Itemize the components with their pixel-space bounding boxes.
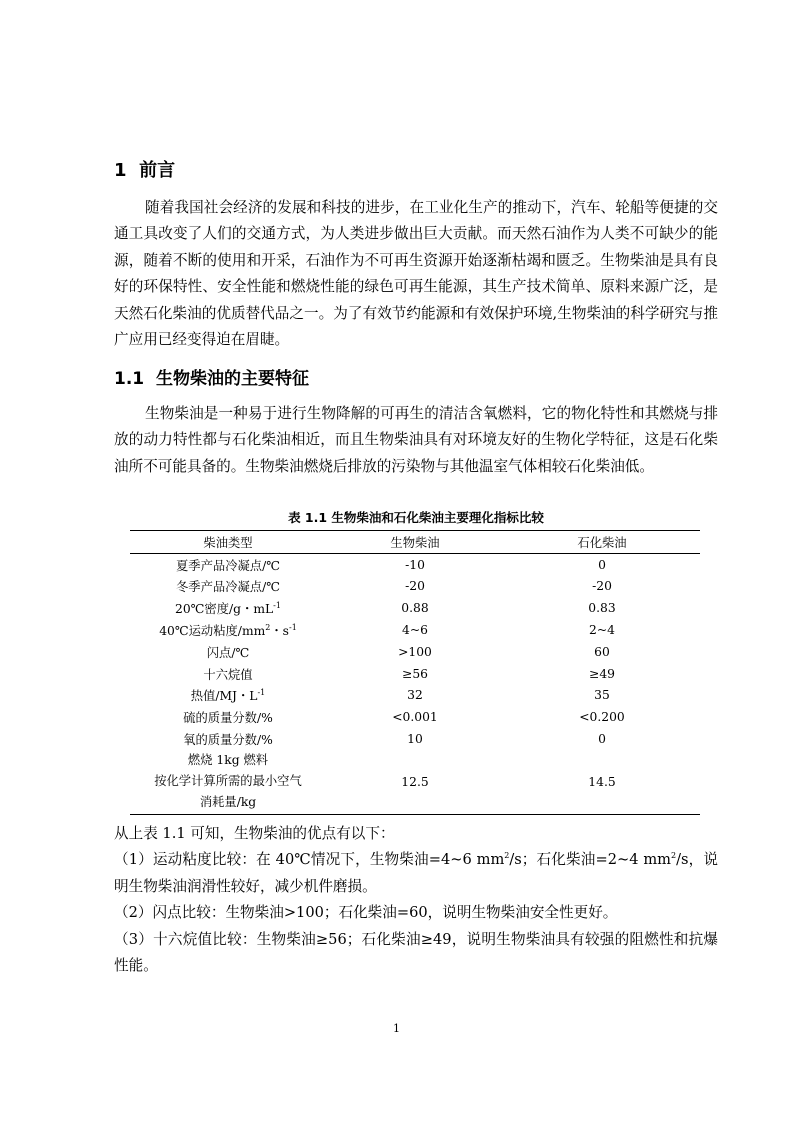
- header-diesel-type: 柴油类型: [203, 535, 253, 550]
- features-paragraph: 生物柴油是一种易于进行生物降解的可再生的清洁含氧燃料，它的物化特性和其燃烧与排放的动力特性都与石化柴油相近，而且生物柴油具有对环境友好的生物化学特征，这是石化柴油所不可能具备的。生物柴油燃烧后排放的污染物与其他温室气体相较石化柴油低。: [114, 405, 718, 475]
- biodiesel-value: 32: [407, 688, 423, 703]
- intro-paragraph: 随着我国社会经济的发展和科技的进步，在工业化生产的推动下，汽车、轮船等便捷的交通工具改变了人们的交通方式，为人类进步做出巨大贡献。而天然石油作为人类不可缺少的能源，随着不断的使用和开采，石油作为不可再生资源开始逐渐枯竭和匮乏。生物柴油是具有良好的环保特性、安全性能和燃烧性能的绿色可再生能源，其生产技术简单、原料来源广泛，是天然石化柴油的优质替代品之一。为了有效节约能源和有效保护环境,生物柴油的科学研究与推广应用已经变得迫在眉睫。: [114, 199, 718, 349]
- biodiesel-value: ≥56: [402, 666, 428, 681]
- row-label: [130, 685, 326, 707]
- row-label: [130, 619, 326, 641]
- list-item: （2）闪点比较：生物柴油>100；石化柴油=60，说明生物柴油安全性更好。: [114, 904, 618, 922]
- list-intro: 从上表 1.1 可知，生物柴油的优点有以下：: [114, 825, 395, 842]
- section-number: 1: [114, 160, 127, 181]
- row-label: [130, 750, 326, 815]
- superscript: 2: [671, 851, 677, 861]
- table-row: [130, 576, 700, 598]
- list-item: （3）十六烷值比较：生物柴油≥56；石化柴油≥49，说明生物柴油具有较强的阻燃性和抗爆性能。: [114, 930, 718, 975]
- row-label: 十六烷值: [203, 667, 253, 682]
- section-title: 前言: [139, 160, 176, 181]
- petrodiesel-value: -20: [592, 579, 612, 594]
- table-row: [130, 750, 700, 815]
- petrodiesel-value: 0: [598, 557, 606, 572]
- row-label-superscript: -1: [273, 601, 281, 611]
- row-label-line: 按化学计算所需的最小空气: [154, 774, 302, 789]
- petrodiesel-value: 0.83: [588, 601, 616, 616]
- row-label: [130, 597, 326, 619]
- row-label: 闪点/℃: [206, 645, 250, 660]
- biodiesel-value: 12.5: [401, 774, 429, 789]
- row-label-text: ・s: [270, 624, 289, 639]
- row-label-text: 热值/MJ・L: [190, 689, 258, 704]
- petrodiesel-value: <0.200: [579, 710, 625, 725]
- subsection-number: 1.1: [114, 369, 145, 389]
- petrodiesel-value: 2~4: [589, 623, 615, 638]
- row-label-superscript: 2: [265, 622, 271, 632]
- header-petrodiesel: 石化柴油: [577, 535, 627, 550]
- subsection-title: 生物柴油的主要特征: [155, 369, 309, 389]
- petrodiesel-value: 35: [594, 688, 610, 703]
- biodiesel-value: 10: [407, 732, 423, 747]
- biodiesel-value: -10: [405, 557, 425, 572]
- list-item-text: （1）运动粘度比较：在 40℃情况下，生物柴油=4~6 mm: [114, 851, 505, 869]
- advantages-list: [114, 821, 718, 979]
- header-biodiesel: 生物柴油: [390, 535, 440, 550]
- petrodiesel-value: ≥49: [589, 666, 615, 681]
- superscript: 2: [504, 851, 510, 861]
- list-item-text: /s，说明生物柴油润滑性较好，减少机件磨损。: [114, 851, 719, 895]
- row-label: 氧的质量分数/%: [183, 733, 273, 748]
- row-label-text: 20℃密度/g・mL: [175, 602, 274, 617]
- row-label-line: 消耗量/kg: [199, 795, 257, 810]
- table-header-row: [130, 531, 700, 554]
- subsection-heading: [114, 366, 309, 392]
- biodiesel-value: >100: [398, 644, 432, 659]
- table-row: [130, 553, 700, 575]
- table-row: [130, 641, 700, 663]
- biodiesel-value: 4~6: [402, 623, 428, 638]
- petrodiesel-value: 14.5: [588, 774, 616, 789]
- row-label-superscript: -1: [288, 622, 297, 632]
- row-label: 夏季产品冷凝点/℃: [176, 558, 280, 573]
- biodiesel-value: <0.001: [392, 710, 438, 725]
- list-item: [114, 847, 718, 900]
- comparison-table: [130, 530, 700, 815]
- table-row: [130, 619, 700, 641]
- row-label-text: 40℃运动粘度/mm: [159, 624, 266, 639]
- table-row: [130, 685, 700, 707]
- petrodiesel-value: 0: [598, 732, 606, 747]
- row-label-line: 燃烧 1kg 燃料: [187, 753, 269, 768]
- biodiesel-value: -20: [405, 579, 425, 594]
- table-caption: 表 1.1 生物柴油和石化柴油主要理化指标比较: [288, 510, 544, 525]
- table-row: [130, 597, 700, 619]
- table-row: [130, 663, 700, 685]
- table-row: [130, 728, 700, 750]
- row-label: 冬季产品冷凝点/℃: [176, 580, 280, 595]
- petrodiesel-value: 60: [594, 644, 610, 659]
- row-label-superscript: -1: [257, 688, 266, 698]
- table-row: [130, 706, 700, 728]
- list-item-text: /s；石化柴油=2~4 mm: [509, 851, 672, 869]
- section-heading: [114, 158, 175, 184]
- biodiesel-value: 0.88: [401, 601, 429, 616]
- row-label: 硫的质量分数/%: [183, 711, 273, 726]
- page-number: 1: [393, 1022, 400, 1035]
